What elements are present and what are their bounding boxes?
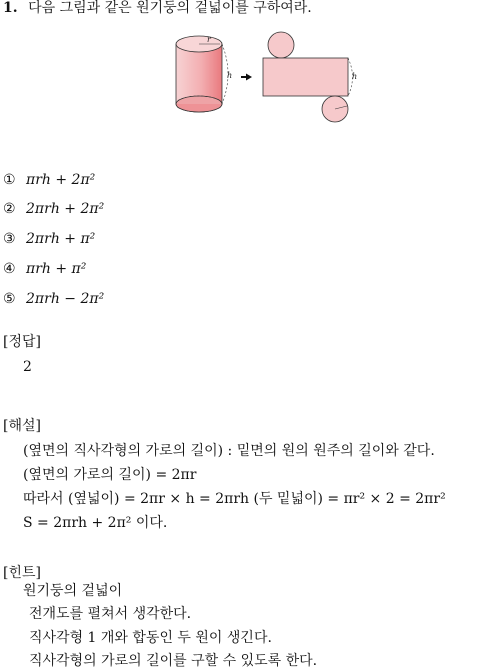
- question-number: 1.: [3, 0, 18, 16]
- choice-marker: ④: [3, 261, 16, 277]
- solution-heading: [해설]: [3, 418, 41, 434]
- choice-marker: ⑤: [3, 291, 16, 307]
- net-top-circle: [268, 32, 294, 58]
- hint-line: 전개도를 펼쳐서 생각한다.: [29, 606, 192, 622]
- choice-3[interactable]: [3, 230, 95, 248]
- answer-heading: [정답]: [3, 334, 41, 350]
- choice-expression: 2πrh − 2π²: [26, 291, 105, 307]
- hint-heading: [힌트]: [3, 565, 41, 581]
- solution-line: (옆면의 가로의 길이) = 2πr: [23, 467, 197, 483]
- choice-marker: ③: [3, 231, 16, 247]
- choice-expression: πrh + π²: [26, 261, 87, 277]
- solution-line: 따라서 (옆넓이) = 2πr × h = 2πrh (두 밑넓이) = πr² × 2 = 2πr²: [23, 491, 446, 507]
- choice-marker: ②: [3, 201, 16, 217]
- question-text: 다음 그림과 같은 원기둥의 겉넓이를 구하여라.: [28, 0, 312, 16]
- cylinder-height-label: h: [227, 71, 233, 80]
- hint-line: 직사각형 1 개와 합동인 두 원이 생긴다.: [29, 630, 272, 646]
- arrow-icon: [241, 74, 252, 81]
- cylinder-body: [176, 44, 222, 104]
- hint-line: 원기둥의 겉넓이: [23, 583, 123, 599]
- choice-1[interactable]: [3, 171, 95, 189]
- hint-line: 직사각형의 가로의 길이를 구할 수 있도록 한다.: [29, 653, 318, 669]
- choice-4[interactable]: [3, 260, 86, 278]
- choice-marker: ①: [3, 172, 16, 188]
- net-height-label: h: [352, 72, 358, 81]
- cylinder-shape: [176, 35, 232, 112]
- choice-expression: 2πrh + π²: [26, 231, 96, 247]
- net-rectangle: [263, 58, 348, 96]
- choice-2[interactable]: [3, 200, 104, 218]
- answer-value: 2: [23, 359, 32, 375]
- cylinder-radius-label: r: [207, 35, 211, 44]
- choice-expression: 2πrh + 2π²: [26, 201, 105, 217]
- solution-line: (옆면의 직사각형의 가로의 길이) : 밑면의 원의 원주의 길이와 같다.: [23, 443, 435, 459]
- choice-5[interactable]: [3, 290, 104, 308]
- cylinder-net: [263, 32, 357, 122]
- solution-line: S = 2πrh + 2π² 이다.: [23, 515, 168, 531]
- choice-expression: πrh + 2π²: [26, 172, 96, 188]
